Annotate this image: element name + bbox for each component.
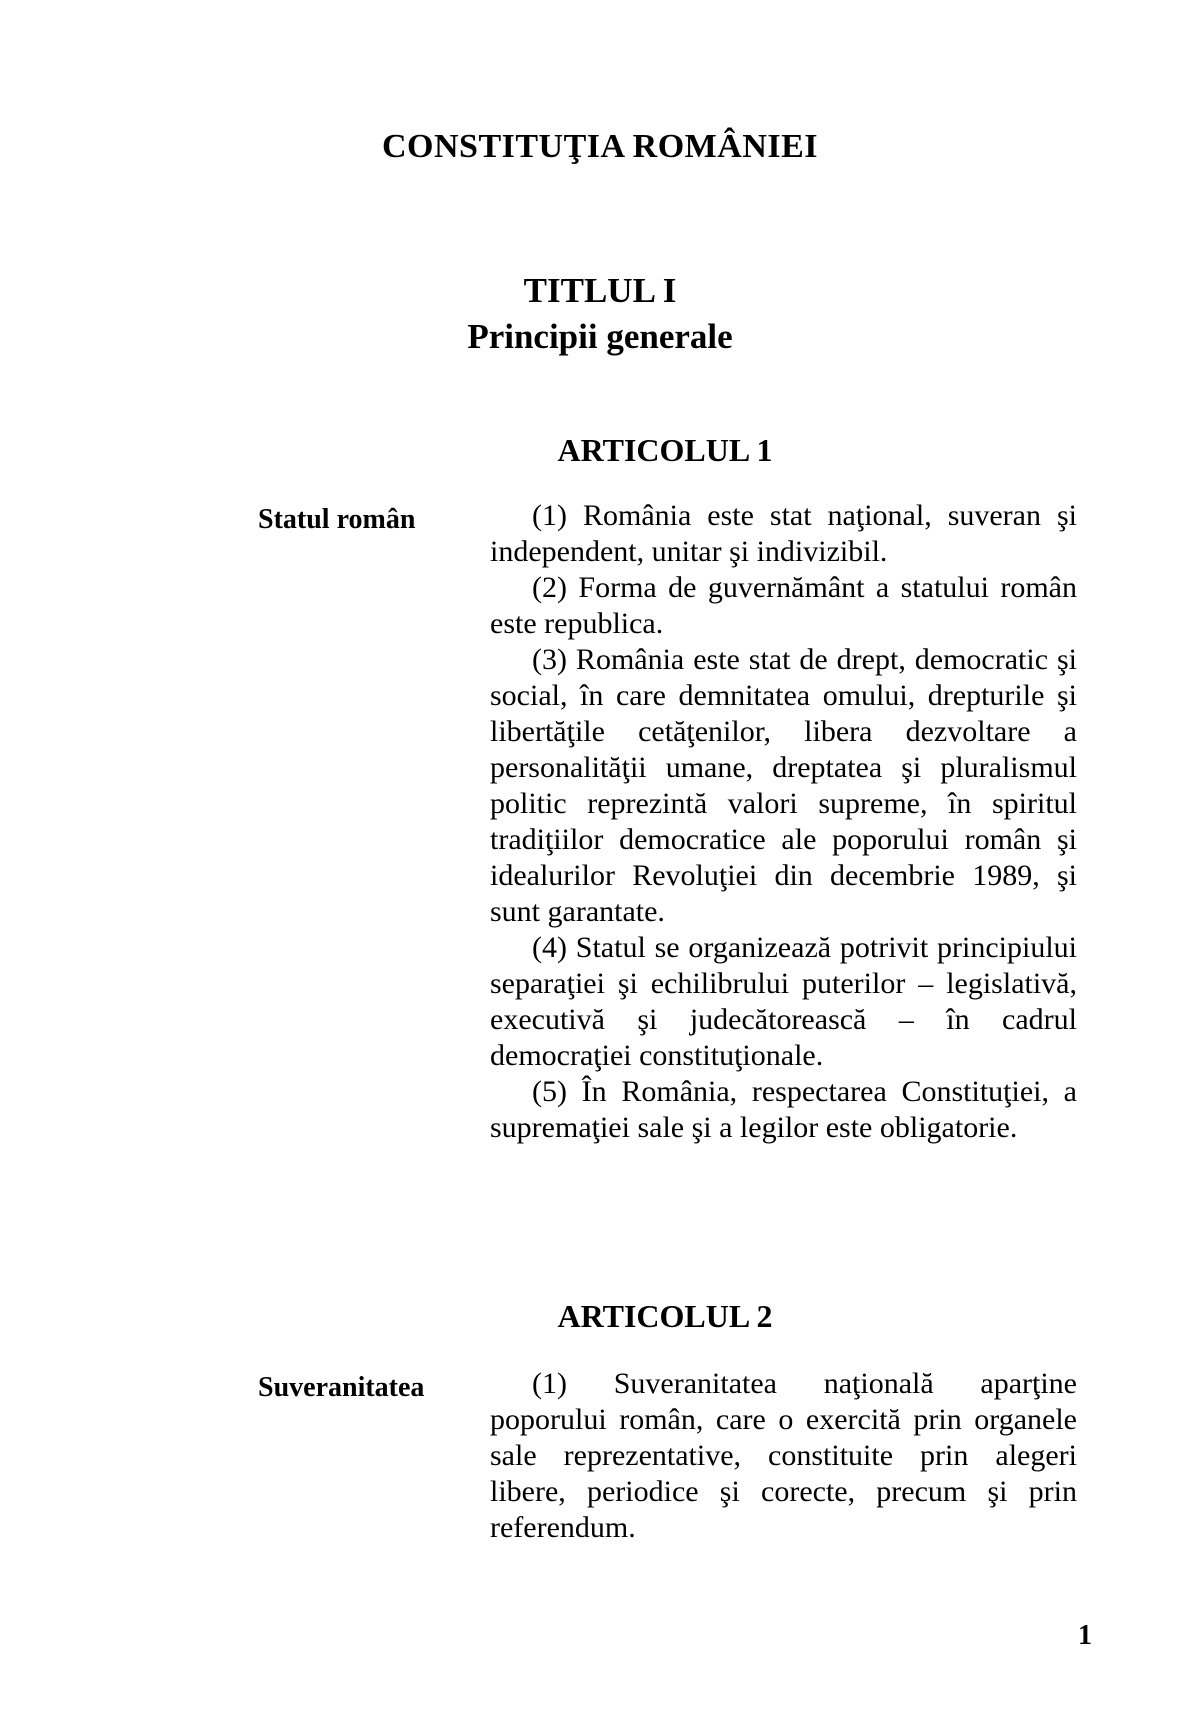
article-paragraph: (1) Suveranitatea naţională aparţine poporului român, care o exercită prin organele sale reprezentative, constituite prin alegeri libere, periodice şi corecte, precum şi prin referendum. — [490, 1367, 1077, 1544]
page-number: 1 — [1078, 1620, 1092, 1651]
article-paragraph: (5) În România, respectarea Constituţiei, a supremaţiei sale şi a legilor este obligatorie. — [490, 1075, 1077, 1144]
article-paragraph: (3) România este stat de drept, democratic şi social, în care demnitatea omului, drepturile şi libertăţile cetăţenilor, libera dezvoltare a personalităţii umane, dreptatea şi pluralismul politic reprezintă valori supreme, în spiritul tradiţiilor democratice ale poporului român şi idealurilor Revoluţiei din decembrie 1989, şi sunt garantate. — [490, 643, 1077, 928]
section-heading — [0, 268, 1200, 360]
article-body — [490, 1366, 1077, 1546]
article-body — [490, 498, 1077, 1146]
article-marginal-title: Suveranitatea — [258, 1372, 425, 1403]
article-heading: ARTICOLUL 1 — [557, 432, 773, 468]
section-title: Principii generale — [467, 317, 733, 356]
document-title: CONSTITUŢIA ROMÂNIEI — [381, 128, 819, 165]
article-heading: ARTICOLUL 2 — [557, 1298, 773, 1334]
article-paragraph: (4) Statul se organizează potrivit principiului separaţiei şi echilibrului puterilor – legislativă, executivă şi judecătorească – în cadrul democraţiei constituţionale. — [490, 931, 1077, 1072]
article-paragraph: (2) Forma de guvernământ a statului român este republica. — [490, 571, 1077, 640]
article-paragraph: (1) România este stat naţional, suveran şi independent, unitar şi indivizibil. — [490, 499, 1077, 568]
section-label: TITLUL I — [523, 271, 677, 310]
article-marginal-title: Statul român — [258, 504, 416, 535]
